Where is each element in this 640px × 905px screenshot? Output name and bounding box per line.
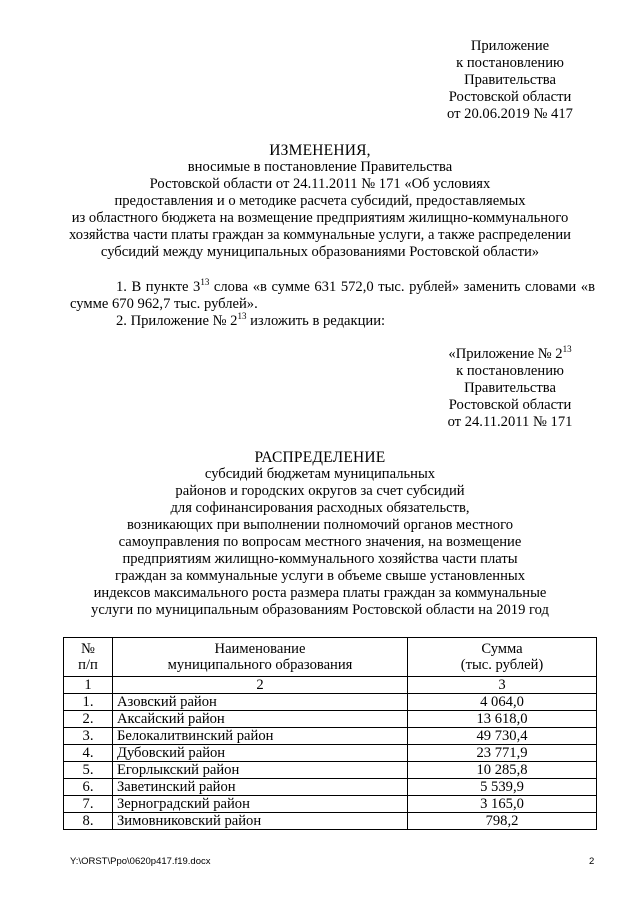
header-line: от 20.06.2019 № 417	[447, 106, 573, 122]
distribution-subtitle-line: услуги по муниципальным образованиям Ростовской области на 2019 год	[91, 602, 549, 618]
header-sum-line: (тыс. рублей)	[460, 657, 544, 673]
row-num: 8.	[64, 813, 113, 830]
header-line: к постановлению	[456, 55, 564, 71]
row-name: Белокалитвинский район	[113, 728, 408, 745]
row-sum: 23 771,9	[408, 745, 597, 762]
distribution-subtitle-line: граждан за коммунальные услуги в объеме свыше установленных	[114, 568, 526, 584]
appendix-header-line: к постановлению	[456, 363, 564, 379]
distribution-subtitle-line: самоуправления по вопросам местного значения, на возмещение	[118, 534, 522, 550]
distribution-subtitle-line: возникающих при выполнении полномочий органов местного	[127, 517, 513, 533]
changes-subtitle-line: вносимые в постановление Правительства	[187, 159, 453, 175]
header-num-line: №	[81, 641, 95, 657]
header-line: Ростовской области	[448, 89, 572, 105]
changes-subtitle-line: хозяйства части платы граждан за коммунальные услуги, а также распределении	[69, 227, 571, 243]
row-name: Азовский район	[113, 694, 408, 711]
paragraph-1-start: 1. В пункте 3	[116, 279, 201, 295]
table-row	[64, 779, 597, 796]
row-sum: 10 285,8	[408, 762, 597, 779]
index-cell: 2	[113, 677, 408, 694]
row-num: 3.	[64, 728, 113, 745]
row-name: Зимовниковский район	[113, 813, 408, 830]
header-name	[113, 638, 408, 677]
row-sum: 798,2	[408, 813, 597, 830]
index-cell: 3	[408, 677, 597, 694]
changes-subtitle-line: предоставления и о методике расчета субсидий, предоставляемых	[114, 193, 526, 209]
table-row	[64, 813, 597, 830]
index-cell: 1	[64, 677, 113, 694]
table-row	[64, 711, 597, 728]
appendix-header-line	[425, 346, 595, 363]
paragraph-2	[70, 313, 595, 330]
changes-subtitle-line: Ростовской области от 24.11.2011 № 171 «Об условиях	[149, 176, 491, 192]
distribution-subtitle-line: для софинансирования расходных обязательств,	[170, 500, 470, 516]
distribution-table	[63, 637, 597, 830]
appendix-header-title: «Приложение № 2	[448, 346, 563, 362]
row-sum: 5 539,9	[408, 779, 597, 796]
row-sum: 13 618,0	[408, 711, 597, 728]
distribution-section	[0, 449, 640, 619]
table-header-row	[64, 638, 597, 677]
row-name: Зерноградский район	[113, 796, 408, 813]
changes-section	[0, 142, 640, 261]
footer-page-number: 2	[589, 856, 595, 867]
distribution-subtitle-line: субсидий бюджетам муниципальных	[204, 466, 436, 482]
header-num	[64, 638, 113, 677]
changes-subtitle-line: из областного бюджета на возмещение предприятиям жилищно-коммунального	[71, 210, 569, 226]
appendix-header-sup: 13	[562, 344, 572, 354]
table-row	[64, 728, 597, 745]
paragraph-2-start: 2. Приложение № 2	[116, 313, 238, 329]
row-name: Дубовский район	[113, 745, 408, 762]
distribution-title: РАСПРЕДЕЛЕНИЕ	[254, 449, 386, 466]
changes-subtitle-line: субсидий между муниципальных образованиями Ростовской области»	[100, 244, 540, 260]
table-row	[64, 745, 597, 762]
header-sum-line: Сумма	[481, 641, 523, 657]
paragraph-2-end: изложить в редакции:	[246, 313, 386, 329]
appendix-header-line: Правительства	[464, 380, 556, 396]
header-num-line: п/п	[78, 657, 98, 673]
distribution-subtitle-line: предприятиям жилищно-коммунального хозяйства части платы	[122, 551, 518, 567]
appendix-header	[0, 346, 640, 431]
table-row	[64, 694, 597, 711]
row-name: Заветинский район	[113, 779, 408, 796]
paragraph-1	[70, 279, 595, 313]
footer-file-path: Y:\ORST\Ppo\0620p417.f19.docx	[70, 856, 211, 867]
appendix-header-line: от 24.11.2011 № 171	[447, 414, 573, 430]
row-name: Егорлыкский район	[113, 762, 408, 779]
table-row	[64, 796, 597, 813]
row-sum: 49 730,4	[408, 728, 597, 745]
distribution-subtitle-line: районов и городских округов за счет субсидий	[175, 483, 465, 499]
changes-title: ИЗМЕНЕНИЯ,	[269, 142, 371, 159]
distribution-subtitle-line: индексов максимального роста размера платы граждан за коммунальные	[93, 585, 547, 601]
table-index-row	[64, 677, 597, 694]
paragraph-2-sup: 13	[237, 311, 247, 321]
paragraph-1-end: слова «в сумме 631 572,0 тыс. рублей» заменить словами «в сумме 670 962,7 тыс. рублей».	[70, 279, 595, 312]
appendix-header-line: Ростовской области	[448, 397, 572, 413]
row-num: 7.	[64, 796, 113, 813]
row-num: 6.	[64, 779, 113, 796]
document-header	[0, 38, 640, 123]
row-num: 4.	[64, 745, 113, 762]
row-sum: 3 165,0	[408, 796, 597, 813]
row-name: Аксайский район	[113, 711, 408, 728]
header-line: Приложение	[470, 38, 550, 54]
table-row	[64, 762, 597, 779]
row-sum: 4 064,0	[408, 694, 597, 711]
row-num: 1.	[64, 694, 113, 711]
paragraph-1-sup: 13	[200, 277, 210, 287]
row-num: 2.	[64, 711, 113, 728]
header-name-line: муниципального образования	[167, 657, 353, 673]
header-sum	[408, 638, 597, 677]
header-name-line: Наименование	[214, 641, 306, 657]
row-num: 5.	[64, 762, 113, 779]
header-line: Правительства	[464, 72, 556, 88]
